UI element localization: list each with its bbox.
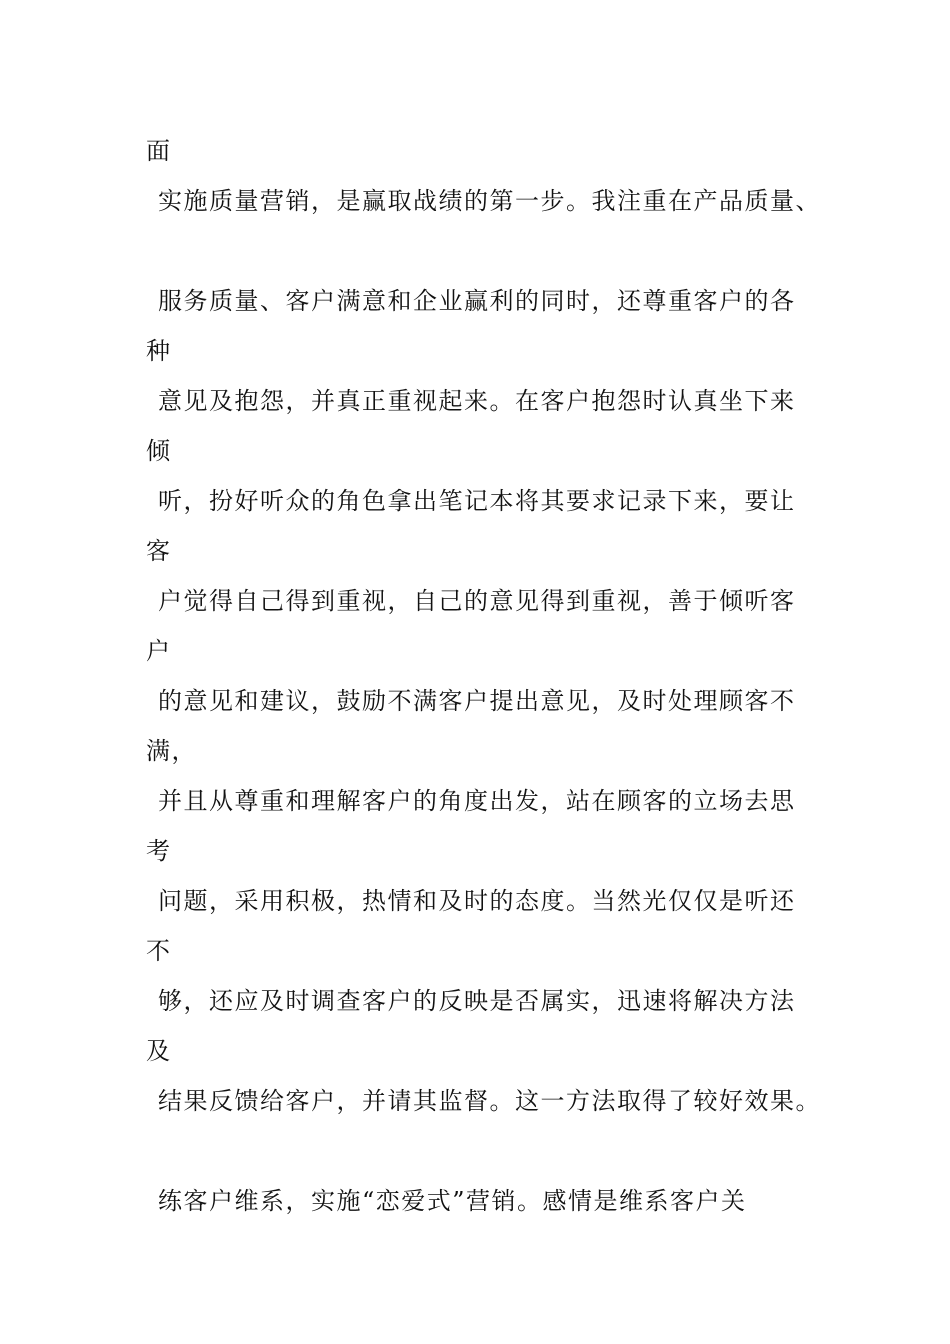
text-line: 不 [146,937,172,965]
text-line: 实施质量营销，是赢取战绩的第一步。我注重在产品质量、 [158,187,821,215]
text-line: 及 [146,1037,172,1065]
text-line: 的意见和建议，鼓励不满客户提出意见，及时处理顾客不 [158,687,796,715]
text-line: 考 [146,837,172,865]
text-line: 倾 [146,437,172,465]
text-line: 服务质量、客户满意和企业赢利的同时，还尊重客户的各 [158,287,796,315]
text-line: 客 [146,537,172,565]
text-line: 练客户维系，实施“恋爱式”营销。感情是维系客户关 [158,1187,747,1215]
text-line: 户 [146,637,172,665]
text-line: 结果反馈给客户，并请其监督。这一方法取得了较好效果。 [158,1087,821,1115]
text-line: 问题，采用积极，热情和及时的态度。当然光仅仅是听还 [158,887,796,915]
text-line: 户觉得自己得到重视，自己的意见得到重视，善于倾听客 [158,587,796,615]
text-line: 种 [146,337,172,365]
text-line: 听，扮好听众的角色拿出笔记本将其要求记录下来，要让 [158,487,796,515]
text-line: 够，还应及时调查客户的反映是否属实，迅速将解决方法 [158,987,796,1015]
text-line: 面 [146,137,172,165]
text-line: 满， [146,737,197,765]
text-line: 并且从尊重和理解客户的角度出发，站在顾客的立场去思 [158,787,796,815]
text-line: 意见及抱怨，并真正重视起来。在客户抱怨时认真坐下来 [158,387,796,415]
